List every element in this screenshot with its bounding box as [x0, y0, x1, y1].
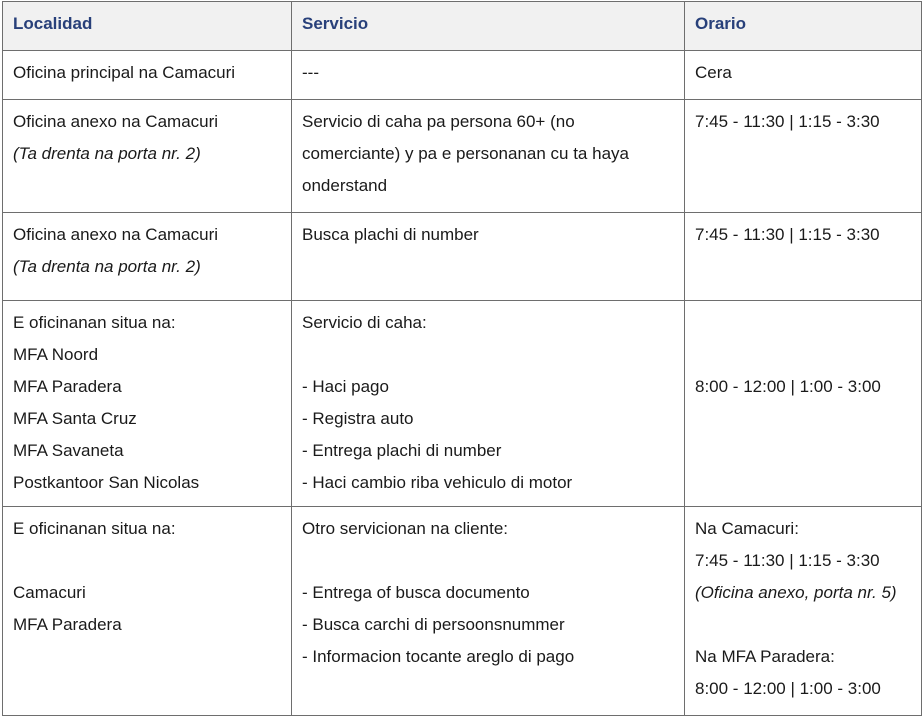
- cell-hours: [685, 51, 922, 100]
- table-row: [3, 100, 922, 213]
- service-text: - Registra auto: [302, 409, 414, 428]
- service-title: Otro servicionan na cliente:: [302, 519, 508, 538]
- cell-location: [3, 301, 292, 507]
- cell-hours: [685, 213, 922, 301]
- header-location: Localidad: [3, 2, 292, 51]
- blank-line: [13, 545, 283, 577]
- location-text: MFA Paradera: [13, 377, 122, 396]
- service-text: - Entrega of busca documento: [302, 583, 530, 602]
- location-text: Camacuri: [13, 583, 86, 602]
- cell-service: [292, 213, 685, 301]
- service-text: Servicio di caha pa persona 60+ (no: [302, 112, 575, 131]
- service-text: - Haci cambio riba vehiculo di motor: [302, 473, 573, 492]
- location-note: (Ta drenta na porta nr. 2): [13, 144, 201, 163]
- hours-text: Cera: [695, 63, 732, 82]
- hours-text: 7:45 - 11:30 | 1:15 - 3:30: [695, 112, 880, 131]
- service-text: - Haci pago: [302, 377, 389, 396]
- table-row: [3, 51, 922, 100]
- location-text: MFA Savaneta: [13, 441, 124, 460]
- location-text: MFA Paradera: [13, 615, 122, 634]
- cell-hours: [685, 301, 922, 507]
- cell-service: [292, 100, 685, 213]
- service-text: ---: [302, 63, 319, 82]
- location-text: MFA Noord: [13, 345, 99, 364]
- cell-hours: [685, 100, 922, 213]
- hours-text: 8:00 - 12:00 | 1:00 - 3:00: [695, 679, 881, 698]
- cell-location: [3, 51, 292, 100]
- cell-service: [292, 507, 685, 716]
- service-text: - Entrega plachi di number: [302, 441, 502, 460]
- office-schedule-table: [2, 1, 922, 716]
- hours-label: Na Camacuri:: [695, 519, 799, 538]
- service-text: - Busca carchi di persoonsnummer: [302, 615, 565, 634]
- hours-text: 8:00 - 12:00 | 1:00 - 3:00: [695, 377, 881, 396]
- service-text: - Informacion tocante areglo di pago: [302, 647, 575, 666]
- location-text: Oficina anexo na Camacuri: [13, 225, 219, 244]
- location-text: Postkantoor San Nicolas: [13, 473, 200, 492]
- location-text: Oficina anexo na Camacuri: [13, 112, 219, 131]
- blank-line: [302, 545, 676, 577]
- service-text: comerciante) y pa e personanan cu ta haya: [302, 144, 629, 163]
- location-title: E oficinanan situa na:: [13, 519, 176, 538]
- cell-service: [292, 51, 685, 100]
- table-row: [3, 213, 922, 301]
- blank-line: [695, 609, 913, 641]
- location-note: (Ta drenta na porta nr. 2): [13, 257, 201, 276]
- service-text: onderstand: [302, 176, 388, 195]
- blank-line: [302, 339, 676, 371]
- hours-label: Na MFA Paradera:: [695, 647, 835, 666]
- hours-text: 7:45 - 11:30 | 1:15 - 3:30: [695, 551, 880, 570]
- table-row: [3, 301, 922, 507]
- cell-location: [3, 507, 292, 716]
- hours-text: 7:45 - 11:30 | 1:15 - 3:30: [695, 225, 880, 244]
- table-row: [3, 507, 922, 716]
- service-title: Servicio di caha:: [302, 313, 427, 332]
- cell-hours: [685, 507, 922, 716]
- cell-location: [3, 213, 292, 301]
- hours-note: (Oficina anexo, porta nr. 5): [695, 583, 897, 602]
- table-header-row: [3, 2, 922, 51]
- location-text: MFA Santa Cruz: [13, 409, 137, 428]
- cell-service: [292, 301, 685, 507]
- service-text: Busca plachi di number: [302, 225, 479, 244]
- header-hours: Orario: [685, 2, 922, 51]
- header-service: Servicio: [292, 2, 685, 51]
- location-text: E oficinanan situa na:: [13, 313, 176, 332]
- location-text: Oficina principal na Camacuri: [13, 63, 236, 82]
- cell-location: [3, 100, 292, 213]
